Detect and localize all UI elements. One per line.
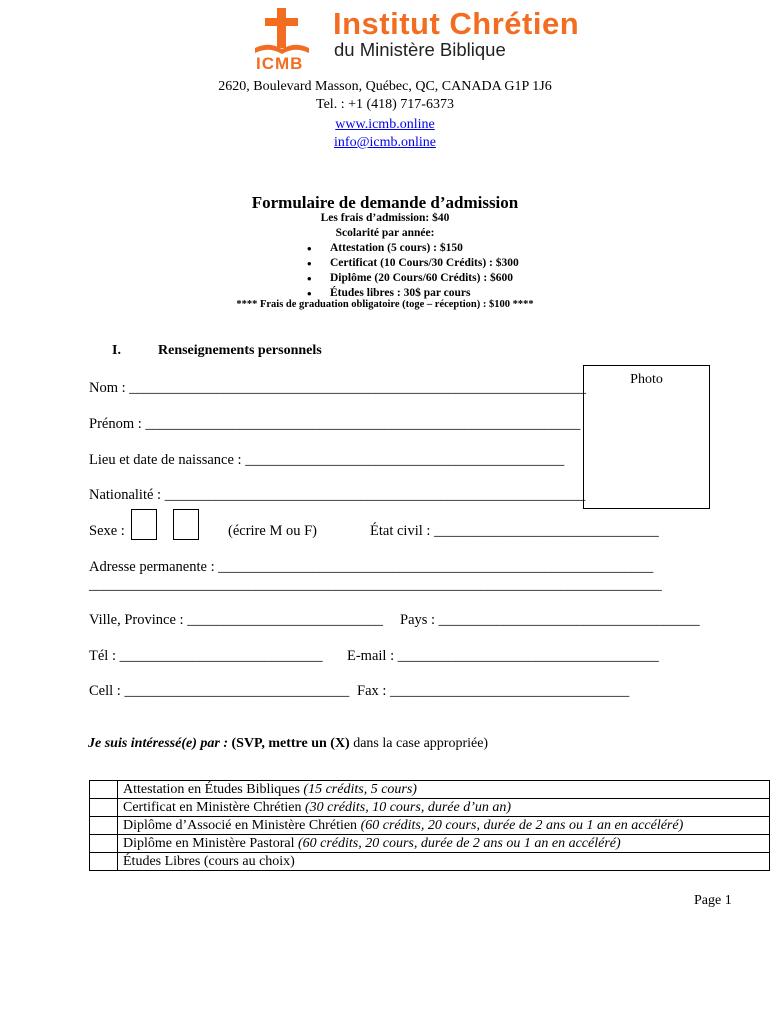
sex-checkbox-2[interactable] <box>173 509 199 540</box>
birth-place-date-field[interactable]: Lieu et date de naissance : ____________________________________________ <box>89 452 565 468</box>
program-detail: (15 crédits, 5 cours) <box>303 782 417 797</box>
table-row <box>90 835 770 853</box>
fee-item: • Études libres : 30$ par cours <box>307 286 519 301</box>
sex-label: Sexe : <box>89 523 125 539</box>
website-link[interactable]: www.icmb.online <box>335 117 435 132</box>
address: 2620, Boulevard Masson, Québec, QC, CANADA G1P 1J6 <box>218 79 552 94</box>
interest-prefix: Je suis intéressé(e) par : <box>88 736 228 751</box>
program-detail: (30 crédits, 10 cours, durée d’un an) <box>304 800 512 815</box>
nom-field[interactable]: Nom : _______________________________________________________________ <box>89 380 587 396</box>
table-row <box>90 799 770 817</box>
program-label: Diplôme d’Associé en Ministère Chrétien <box>123 818 358 833</box>
photo-box[interactable] <box>583 365 710 509</box>
program-option <box>118 817 770 835</box>
section-title: Renseignements personnels <box>158 343 322 358</box>
sex-checkbox-1[interactable] <box>131 509 157 540</box>
program-detail: (60 crédits, 20 cours, durée de 2 ans ou 1 an en accéléré) <box>360 818 684 833</box>
fees-list <box>307 241 519 301</box>
program-checkbox[interactable] <box>90 781 118 799</box>
program-option <box>118 835 770 853</box>
fax-field[interactable]: Fax : _________________________________ <box>357 683 630 699</box>
fee-item: • Certificat (10 Cours/30 Crédits) : $300 <box>307 256 519 271</box>
instruction-x: (X) <box>330 736 350 751</box>
logo-title: Institut Chrétien <box>333 6 580 41</box>
email-link[interactable]: info@icmb.online <box>334 135 436 150</box>
interest-instruction <box>88 736 488 752</box>
program-checkbox[interactable] <box>90 799 118 817</box>
instruction-a: (SVP, mettre un <box>231 736 327 751</box>
cross-book-logo-icon <box>253 6 313 58</box>
address-field-line2[interactable]: _______________________________________________________________________________ <box>89 577 662 593</box>
sex-hint: (écrire M ou F) <box>228 523 317 539</box>
program-label: Attestation en Études Bibliques <box>123 782 300 797</box>
program-checkbox[interactable] <box>90 817 118 835</box>
email-field[interactable]: E-mail : ____________________________________ <box>347 648 659 664</box>
graduation-note: **** Frais de graduation obligatoire (toge – réception) : $100 **** <box>236 299 534 310</box>
program-label: Certificat en Ministère Chrétien <box>123 800 302 815</box>
photo-label: Photo <box>630 372 663 387</box>
program-choices-table <box>89 780 770 871</box>
table-row <box>90 781 770 799</box>
admission-fee: Les frais d’admission: $40 <box>320 212 450 224</box>
address-field[interactable]: Adresse permanente : ____________________________________________________________ <box>89 559 654 575</box>
cell-field[interactable]: Cell : _______________________________ <box>89 683 350 699</box>
form-title: Formulaire de demande d’admission <box>251 193 519 212</box>
program-option <box>118 781 770 799</box>
program-detail: (60 crédits, 20 cours, durée de 2 ans ou 1 an en accéléré) <box>297 836 621 851</box>
logo-abbreviation: ICMB <box>256 54 304 73</box>
marital-status-field[interactable]: État civil : _______________________________ <box>370 523 659 539</box>
country-field[interactable]: Pays : ____________________________________ <box>400 612 700 628</box>
program-checkbox[interactable] <box>90 835 118 853</box>
instruction-b: dans la case appropriée) <box>353 736 489 751</box>
prenom-field[interactable]: Prénom : ____________________________________________________________ <box>89 416 581 432</box>
phone: Tel. : +1 (418) 717-6373 <box>316 97 454 112</box>
table-row <box>90 853 770 871</box>
program-option <box>118 799 770 817</box>
fee-item: • Diplôme (20 Cours/60 Crédits) : $600 <box>307 271 519 286</box>
section-number: I. <box>112 343 121 358</box>
program-label: Études Libres (cours au choix) <box>123 854 295 869</box>
page-number: Page 1 <box>694 893 732 908</box>
city-province-field[interactable]: Ville, Province : ___________________________ <box>89 612 383 628</box>
nationality-field[interactable]: Nationalité : __________________________________________________________ <box>89 487 586 503</box>
program-label: Diplôme en Ministère Pastoral <box>123 836 295 851</box>
fee-item: • Attestation (5 cours) : $150 <box>307 241 519 256</box>
program-option <box>118 853 770 871</box>
tuition-heading: Scolarité par année: <box>335 227 435 239</box>
logo-subtitle: du Ministère Biblique <box>334 39 506 60</box>
phone-field[interactable]: Tél : ____________________________ <box>89 648 323 664</box>
table-row <box>90 817 770 835</box>
program-checkbox[interactable] <box>90 853 118 871</box>
